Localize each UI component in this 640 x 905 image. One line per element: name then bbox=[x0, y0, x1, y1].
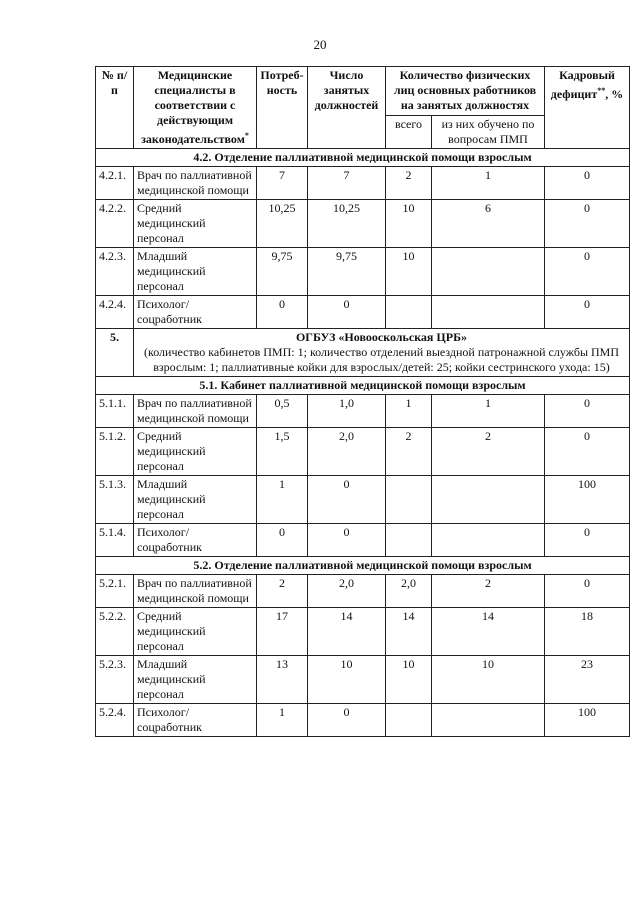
row-trained bbox=[432, 524, 545, 557]
section-title: 4.2. Отделение паллиативной медицинской помощи взрослым bbox=[96, 149, 630, 167]
table-row bbox=[96, 200, 630, 248]
row-specialist: Младший медицинский персонал bbox=[134, 656, 257, 704]
table-row bbox=[96, 167, 630, 200]
header-row bbox=[96, 67, 630, 116]
row-positions: 7 bbox=[308, 167, 386, 200]
row-positions: 14 bbox=[308, 608, 386, 656]
row-num: 5.1.3. bbox=[96, 476, 134, 524]
row-total: 10 bbox=[386, 248, 432, 296]
row-num: 4.2.2. bbox=[96, 200, 134, 248]
row-trained bbox=[432, 476, 545, 524]
table-body-section-4 bbox=[96, 149, 630, 329]
row-total: 14 bbox=[386, 608, 432, 656]
row-need: 2 bbox=[257, 575, 308, 608]
row-trained: 10 bbox=[432, 656, 545, 704]
row-need: 9,75 bbox=[257, 248, 308, 296]
row-num: 4.2.1. bbox=[96, 167, 134, 200]
table-row bbox=[96, 704, 630, 737]
header-persons: Количество физических лиц основных работников на занятых должностях bbox=[386, 67, 545, 116]
row-specialist: Младший медицинский персонал bbox=[134, 476, 257, 524]
row-need: 17 bbox=[257, 608, 308, 656]
table-row bbox=[96, 428, 630, 476]
section-title: 5.1. Кабинет паллиативной медицинской помощи взрослым bbox=[96, 377, 630, 395]
row-need: 7 bbox=[257, 167, 308, 200]
row-specialist: Врач по паллиативной медицинской помощи bbox=[134, 167, 257, 200]
table-body-section-5 bbox=[96, 377, 630, 737]
row-total: 2 bbox=[386, 167, 432, 200]
row-deficit: 0 bbox=[545, 524, 630, 557]
row-total bbox=[386, 704, 432, 737]
row-num: 5.2.3. bbox=[96, 656, 134, 704]
row-deficit: 18 bbox=[545, 608, 630, 656]
row-deficit: 0 bbox=[545, 200, 630, 248]
row-trained bbox=[432, 296, 545, 329]
row-specialist: Психолог/ соцработник bbox=[134, 524, 257, 557]
row-positions: 2,0 bbox=[308, 575, 386, 608]
row-deficit: 23 bbox=[545, 656, 630, 704]
row-total bbox=[386, 476, 432, 524]
row-num: 5.2.1. bbox=[96, 575, 134, 608]
table-row bbox=[96, 608, 630, 656]
page-number: 20 bbox=[313, 37, 327, 52]
table-row bbox=[96, 656, 630, 704]
staffing-table bbox=[95, 66, 630, 737]
row-deficit: 0 bbox=[545, 167, 630, 200]
row-need: 1 bbox=[257, 476, 308, 524]
row-num: 5.1.4. bbox=[96, 524, 134, 557]
section-row bbox=[96, 377, 630, 395]
row-specialist: Средний медицинский персонал bbox=[134, 428, 257, 476]
row-num: 5.1.2. bbox=[96, 428, 134, 476]
organization-details: (количество кабинетов ПМП: 1; количество отделений выездной патронажной службы ПМП взрослым: 1; паллиативные койки для взрослых/детей: 25; койки сестринского ухода: 15) bbox=[143, 345, 620, 374]
row-need: 0 bbox=[257, 524, 308, 557]
header-num: № п/п bbox=[96, 67, 134, 149]
organization-num: 5. bbox=[96, 329, 134, 377]
row-need: 1,5 bbox=[257, 428, 308, 476]
row-need: 13 bbox=[257, 656, 308, 704]
header-deficit: Кадровый дефицит**, % bbox=[545, 67, 630, 149]
row-deficit: 100 bbox=[545, 476, 630, 524]
row-positions: 10 bbox=[308, 656, 386, 704]
row-total bbox=[386, 296, 432, 329]
row-positions: 0 bbox=[308, 476, 386, 524]
row-specialist: Психолог/ соцработник bbox=[134, 704, 257, 737]
row-positions: 0 bbox=[308, 296, 386, 329]
row-total: 2,0 bbox=[386, 575, 432, 608]
row-deficit: 100 bbox=[545, 704, 630, 737]
row-specialist: Средний медицинский персонал bbox=[134, 200, 257, 248]
table-row bbox=[96, 248, 630, 296]
row-trained: 1 bbox=[432, 395, 545, 428]
row-trained bbox=[432, 248, 545, 296]
row-positions: 9,75 bbox=[308, 248, 386, 296]
section-title: 5.2. Отделение паллиативной медицинской помощи взрослым bbox=[96, 557, 630, 575]
table-row bbox=[96, 524, 630, 557]
row-specialist: Средний медицинский персонал bbox=[134, 608, 257, 656]
row-positions: 2,0 bbox=[308, 428, 386, 476]
row-num: 5.2.4. bbox=[96, 704, 134, 737]
row-trained: 2 bbox=[432, 575, 545, 608]
table-row bbox=[96, 395, 630, 428]
row-specialist: Психолог/ соцработник bbox=[134, 296, 257, 329]
row-trained: 2 bbox=[432, 428, 545, 476]
header-need: Потреб-ность bbox=[257, 67, 308, 149]
row-specialist: Врач по паллиативной медицинской помощи bbox=[134, 575, 257, 608]
row-total: 1 bbox=[386, 395, 432, 428]
row-need: 0 bbox=[257, 296, 308, 329]
row-total bbox=[386, 524, 432, 557]
table-row bbox=[96, 575, 630, 608]
row-need: 1 bbox=[257, 704, 308, 737]
section-row bbox=[96, 149, 630, 167]
row-total: 10 bbox=[386, 200, 432, 248]
row-num: 5.1.1. bbox=[96, 395, 134, 428]
row-trained: 14 bbox=[432, 608, 545, 656]
row-positions: 0 bbox=[308, 704, 386, 737]
row-deficit: 0 bbox=[545, 296, 630, 329]
row-deficit: 0 bbox=[545, 248, 630, 296]
table-row bbox=[96, 476, 630, 524]
row-num: 4.2.4. bbox=[96, 296, 134, 329]
row-num: 5.2.2. bbox=[96, 608, 134, 656]
row-positions: 1,0 bbox=[308, 395, 386, 428]
header-positions: Число занятых должностей bbox=[308, 67, 386, 149]
row-specialist: Врач по паллиативной медицинской помощи bbox=[134, 395, 257, 428]
row-trained: 6 bbox=[432, 200, 545, 248]
organization-cell bbox=[134, 329, 630, 377]
row-num: 4.2.3. bbox=[96, 248, 134, 296]
row-trained bbox=[432, 704, 545, 737]
row-total: 2 bbox=[386, 428, 432, 476]
header-trained: из них обучено по вопросам ПМП bbox=[432, 115, 545, 148]
organization-row bbox=[96, 329, 630, 377]
organization-title: ОГБУЗ «Новооскольская ЦРБ» bbox=[295, 330, 468, 344]
row-deficit: 0 bbox=[545, 395, 630, 428]
row-trained: 1 bbox=[432, 167, 545, 200]
row-need: 10,25 bbox=[257, 200, 308, 248]
header-specialists: Медицинские специалисты в соответствии с действующим законодательством* bbox=[134, 67, 257, 149]
row-deficit: 0 bbox=[545, 575, 630, 608]
row-specialist: Младший медицинский персонал bbox=[134, 248, 257, 296]
row-positions: 0 bbox=[308, 524, 386, 557]
row-positions: 10,25 bbox=[308, 200, 386, 248]
row-need: 0,5 bbox=[257, 395, 308, 428]
row-total: 10 bbox=[386, 656, 432, 704]
row-deficit: 0 bbox=[545, 428, 630, 476]
header-total: всего bbox=[386, 115, 432, 148]
section-row bbox=[96, 557, 630, 575]
table-row bbox=[96, 296, 630, 329]
organization-block bbox=[96, 329, 630, 377]
